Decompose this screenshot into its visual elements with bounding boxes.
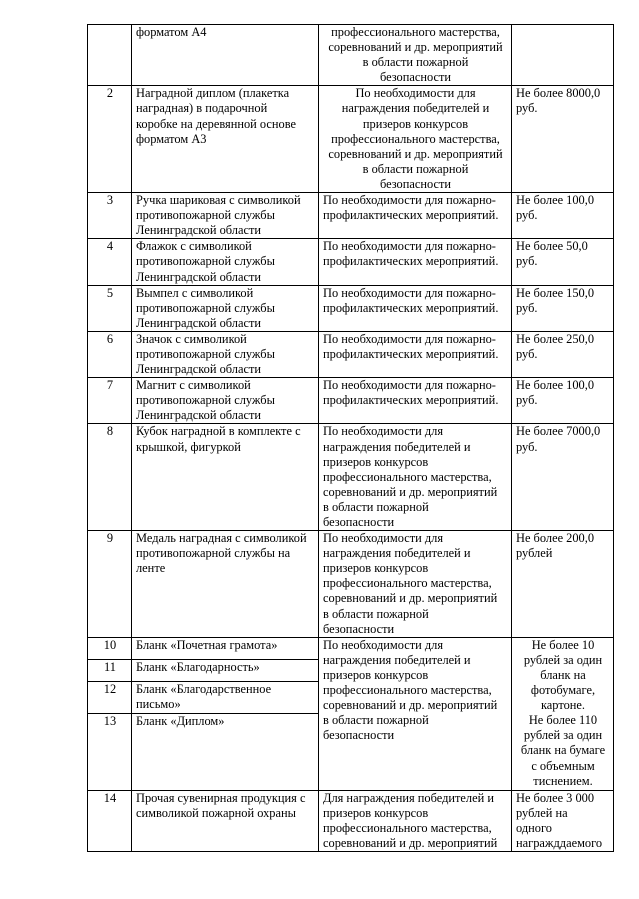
item-name: Вымпел с символикой противопожарной службы Ленинградской области xyxy=(136,285,275,330)
item-purpose: По необходимости для пожарно- профилактических мероприятий. xyxy=(323,239,499,269)
table-row xyxy=(88,193,614,239)
row-number: 14 xyxy=(88,790,132,851)
item-purpose: Для награждения победителей и призеров конкурсов профессионального мастерства, соревнований и др. мероприятий xyxy=(323,790,498,851)
row-number: 9 xyxy=(88,531,132,638)
row-number: 13 xyxy=(88,713,132,790)
item-price: Не более 200,0 рублей xyxy=(516,531,595,561)
item-name: форматом А4 xyxy=(136,25,207,39)
item-name: Магнит с символикой противопожарной службы Ленинградской области xyxy=(136,378,275,423)
item-name: Бланк «Диплом» xyxy=(136,713,225,728)
item-purpose: По необходимости для пожарно- профилактических мероприятий. xyxy=(323,378,499,408)
item-price: Не более 7000,0 руб. xyxy=(516,424,601,454)
row-number xyxy=(88,25,132,86)
item-name: Медаль наградная с символикой противопожарной службы на ленте xyxy=(136,531,307,576)
item-name: Бланк «Почетная грамота» xyxy=(136,637,278,652)
item-price: Не более 100,0 руб. xyxy=(516,193,595,223)
item-name: Ручка шариковая с символикой противопожарной службы Ленинградской области xyxy=(136,193,301,238)
item-price: Не более 50,0 руб. xyxy=(516,239,588,269)
item-price: Не более 8000,0 руб. xyxy=(516,86,601,116)
row-number: 4 xyxy=(88,239,132,285)
row-number: 8 xyxy=(88,424,132,531)
group-purpose: По необходимости для награждения победителей и призеров конкурсов профессионального мастерства, соревнований и др. мероприятий в области пожарной безопасности xyxy=(323,637,498,743)
table-row xyxy=(88,790,614,851)
row-number: 3 xyxy=(88,193,132,239)
item-purpose: По необходимости для награждения победителей и призеров конкурсов профессионального мастерства, соревнований и др. мероприятий в области пожарной безопасности xyxy=(323,424,498,529)
item-name: Бланк «Благодарственное письмо» xyxy=(136,681,272,711)
item-name: Наградной диплом (плакетка наградная) в подарочной коробке на деревянной основе форматом А3 xyxy=(136,86,296,146)
row-number: 10 xyxy=(88,637,132,659)
item-purpose: По необходимости для пожарно- профилактических мероприятий. xyxy=(323,193,499,223)
item-purpose: профессионального мастерства, соревнований и др. мероприятий в области пожарной безопасности xyxy=(328,25,503,85)
row-number: 2 xyxy=(88,86,132,193)
item-price: Не более 100,0 руб. xyxy=(516,378,595,408)
table-row xyxy=(88,637,614,659)
row-number: 7 xyxy=(88,378,132,424)
table-row xyxy=(88,86,614,193)
item-name: Кубок наградной в комплекте с крышкой, фигуркой xyxy=(136,424,301,454)
table-row xyxy=(88,285,614,331)
item-name: Прочая сувенирная продукция с символикой пожарной охраны xyxy=(136,790,306,820)
group-price: Не более 10 рублей за один бланк на фотобумаге, картоне. Не более 110 рублей за один бланк на бумаге с объемным тиснением. xyxy=(520,637,606,788)
table-row xyxy=(88,424,614,531)
item-price: Не более 3 000 рублей на одного награжддаемого xyxy=(516,790,603,851)
item-purpose: По необходимости для пожарно- профилактических мероприятий. xyxy=(323,285,499,315)
table-row xyxy=(88,25,614,86)
item-name: Значок с символикой противопожарной службы Ленинградской области xyxy=(136,331,275,377)
table-row xyxy=(88,331,614,377)
item-purpose: По необходимости для награждения победителей и призеров конкурсов профессионального мастерства, соревнований и др. мероприятий в области пожарной безопасности xyxy=(328,86,503,191)
item-price: Не более 150,0 руб. xyxy=(516,285,595,315)
item-purpose: По необходимости для пожарно- профилактических мероприятий. xyxy=(323,331,499,361)
row-number: 6 xyxy=(88,331,132,377)
row-number: 11 xyxy=(88,659,132,681)
item-name: Бланк «Благодарность» xyxy=(136,659,260,674)
table-row xyxy=(88,239,614,285)
row-number: 5 xyxy=(88,285,132,331)
item-purpose: По необходимости для награждения победителей и призеров конкурсов профессионального мастерства, соревнований и др. мероприятий в области пожарной безопасности xyxy=(323,531,498,636)
row-number: 12 xyxy=(88,681,132,713)
table-row xyxy=(88,531,614,638)
item-price: Не более 250,0 руб. xyxy=(516,331,595,361)
awards-table xyxy=(87,24,614,852)
table-row xyxy=(88,378,614,424)
item-name: Флажок с символикой противопожарной службы Ленинградской области xyxy=(136,239,275,284)
